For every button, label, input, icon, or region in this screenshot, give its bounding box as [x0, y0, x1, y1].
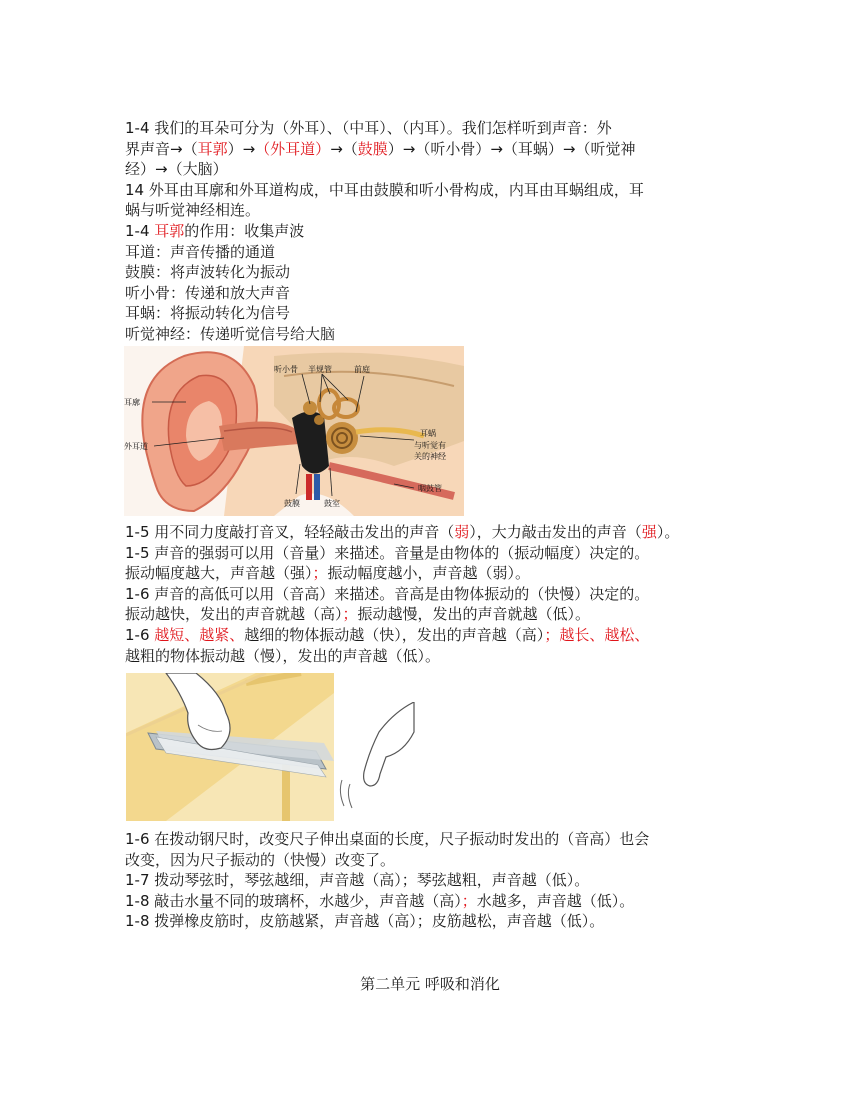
highlighted-text: ； — [342, 605, 358, 624]
text-segment: 1-4 — [125, 221, 155, 240]
label-nerve-line1: 与听觉有 — [414, 441, 446, 450]
label-eardrum: 鼓膜 — [284, 499, 300, 508]
text-line — [125, 625, 685, 646]
text-line — [125, 646, 685, 667]
text-segment: ）→（听小骨）→（耳蜗）→（听觉神 — [387, 139, 636, 158]
text-line — [125, 324, 685, 345]
text-segment: 耳蜗：将振动转化为信号 — [125, 304, 291, 323]
text-line — [125, 262, 685, 283]
text-segment: 界声音→（ — [125, 139, 198, 158]
text-segment: 越细的物体振动越（快），发出的声音越（高） — [244, 625, 545, 644]
label-pinna: 耳廓 — [124, 398, 140, 407]
section-pitch-text — [125, 829, 685, 932]
text-line — [125, 604, 685, 625]
section-sound-text — [125, 522, 685, 666]
text-line — [125, 303, 685, 324]
label-cochlea: 耳蜗 — [420, 429, 436, 438]
text-line — [125, 584, 685, 605]
highlighted-text: 鼓膜 — [357, 139, 388, 158]
text-line — [125, 891, 685, 912]
section-ear-text — [125, 118, 685, 345]
text-segment: ），大力敲击发出的声音（ — [469, 523, 642, 541]
text-line — [125, 159, 685, 180]
highlighted-text: 耳郭 — [154, 221, 185, 240]
highlighted-text: 耳郭 — [197, 139, 228, 158]
label-vestibule: 前庭 — [354, 365, 370, 374]
text-segment: 听小骨：传递和放大声音 — [125, 283, 291, 302]
text-line — [125, 829, 685, 850]
text-segment: 耳道：声音传播的通道 — [125, 242, 276, 261]
text-segment: 1-7 拨动琴弦时，琴弦越细，声音越（高）；琴弦越粗，声音越（低）。 — [125, 871, 590, 890]
label-tympanic-cavity: 鼓室 — [324, 499, 340, 508]
text-line — [125, 911, 685, 932]
text-segment: 1-5 声音的强弱可以用（音量）来描述。音量是由物体的（振动幅度）决定的。 — [125, 543, 650, 562]
label-nerve-line2: 关的神经 — [414, 452, 446, 461]
text-segment: 14 外耳由耳廓和外耳道构成，中耳由鼓膜和听小骨构成，内耳由耳蜗组成，耳 — [125, 180, 644, 199]
unit-heading: 第二单元 呼吸和消化 — [360, 975, 500, 993]
text-segment: 1-6 — [125, 625, 155, 644]
plucking-finger-figure — [334, 702, 424, 812]
text-line — [125, 221, 685, 242]
text-line — [125, 283, 685, 304]
text-segment: 越粗的物体振动越（慢），发出的声音越（低）。 — [125, 646, 441, 665]
highlighted-text: ； — [461, 891, 477, 910]
label-semicircular-canals: 半规管 — [308, 365, 332, 374]
text-line — [125, 850, 685, 871]
ruler-plucking-figure — [126, 673, 334, 821]
text-segment: 鼓膜：将声波转化为振动 — [125, 263, 291, 282]
text-line — [125, 139, 685, 160]
text-segment: ）→ — [227, 139, 256, 158]
label-ossicles: 听小骨 — [274, 365, 298, 374]
text-line — [125, 522, 685, 543]
text-line — [125, 563, 685, 584]
highlighted-text: ；越长、越松、 — [544, 625, 650, 644]
text-line — [125, 118, 685, 139]
label-eustachian-tube: 咽鼓管 — [418, 484, 442, 493]
text-segment: 1-5 用不同力度敲打音叉，轻轻敲击发出的声音（ — [125, 523, 455, 541]
text-line — [125, 870, 685, 891]
text-segment: 1-6 声音的高低可以用（音高）来描述。音高是由物体振动的（快慢）决定的。 — [125, 584, 650, 603]
text-segment: 振动幅度越大，声音越（强） — [125, 564, 313, 583]
text-segment: 1-8 敲击水量不同的玻璃杯，水越少，声音越（高） — [125, 891, 462, 910]
text-segment: 振动越慢，发出的声音就越（低）。 — [357, 605, 591, 624]
text-segment: 水越多，声音越（低）。 — [476, 891, 635, 910]
text-line — [125, 180, 685, 201]
text-segment: 改变，因为尺子振动的（快慢）改变了。 — [125, 850, 396, 869]
text-line — [125, 200, 685, 221]
text-segment: 经）→（大脑） — [125, 160, 228, 179]
text-segment: 振动越快，发出的声音就越（高） — [125, 605, 343, 624]
text-segment: 听觉神经：传递听觉信号给大脑 — [125, 324, 336, 343]
text-line — [125, 242, 685, 263]
highlighted-text: （外耳道） — [255, 139, 331, 158]
text-segment: 1-4 我们的耳朵可分为（外耳）、（中耳）、（内耳）。我们怎样听到声音：外 — [125, 119, 612, 137]
label-ear-canal: 外耳道 — [124, 442, 148, 451]
text-segment: 蜗与听觉神经相连。 — [125, 201, 261, 220]
text-line — [125, 543, 685, 564]
text-segment: 1-8 拨弹橡皮筋时，皮筋越紧，声音越（高）；皮筋越松，声音越（低）。 — [125, 912, 605, 931]
text-segment: 振动幅度越小，声音越（弱）。 — [327, 564, 531, 583]
highlighted-text: 弱 — [454, 523, 470, 541]
highlighted-text: ； — [312, 564, 328, 583]
text-segment: ）。 — [656, 523, 680, 541]
highlighted-text: 越短、越紧、 — [154, 625, 245, 644]
ear-anatomy-figure — [124, 346, 464, 516]
text-segment: 的作用：收集声波 — [184, 221, 305, 240]
text-segment: →（ — [330, 139, 358, 158]
highlighted-text: 强 — [641, 523, 657, 541]
text-segment: 1-6 在拨动钢尺时，改变尺子伸出桌面的长度，尺子振动时发出的（音高）也会 — [125, 830, 650, 848]
